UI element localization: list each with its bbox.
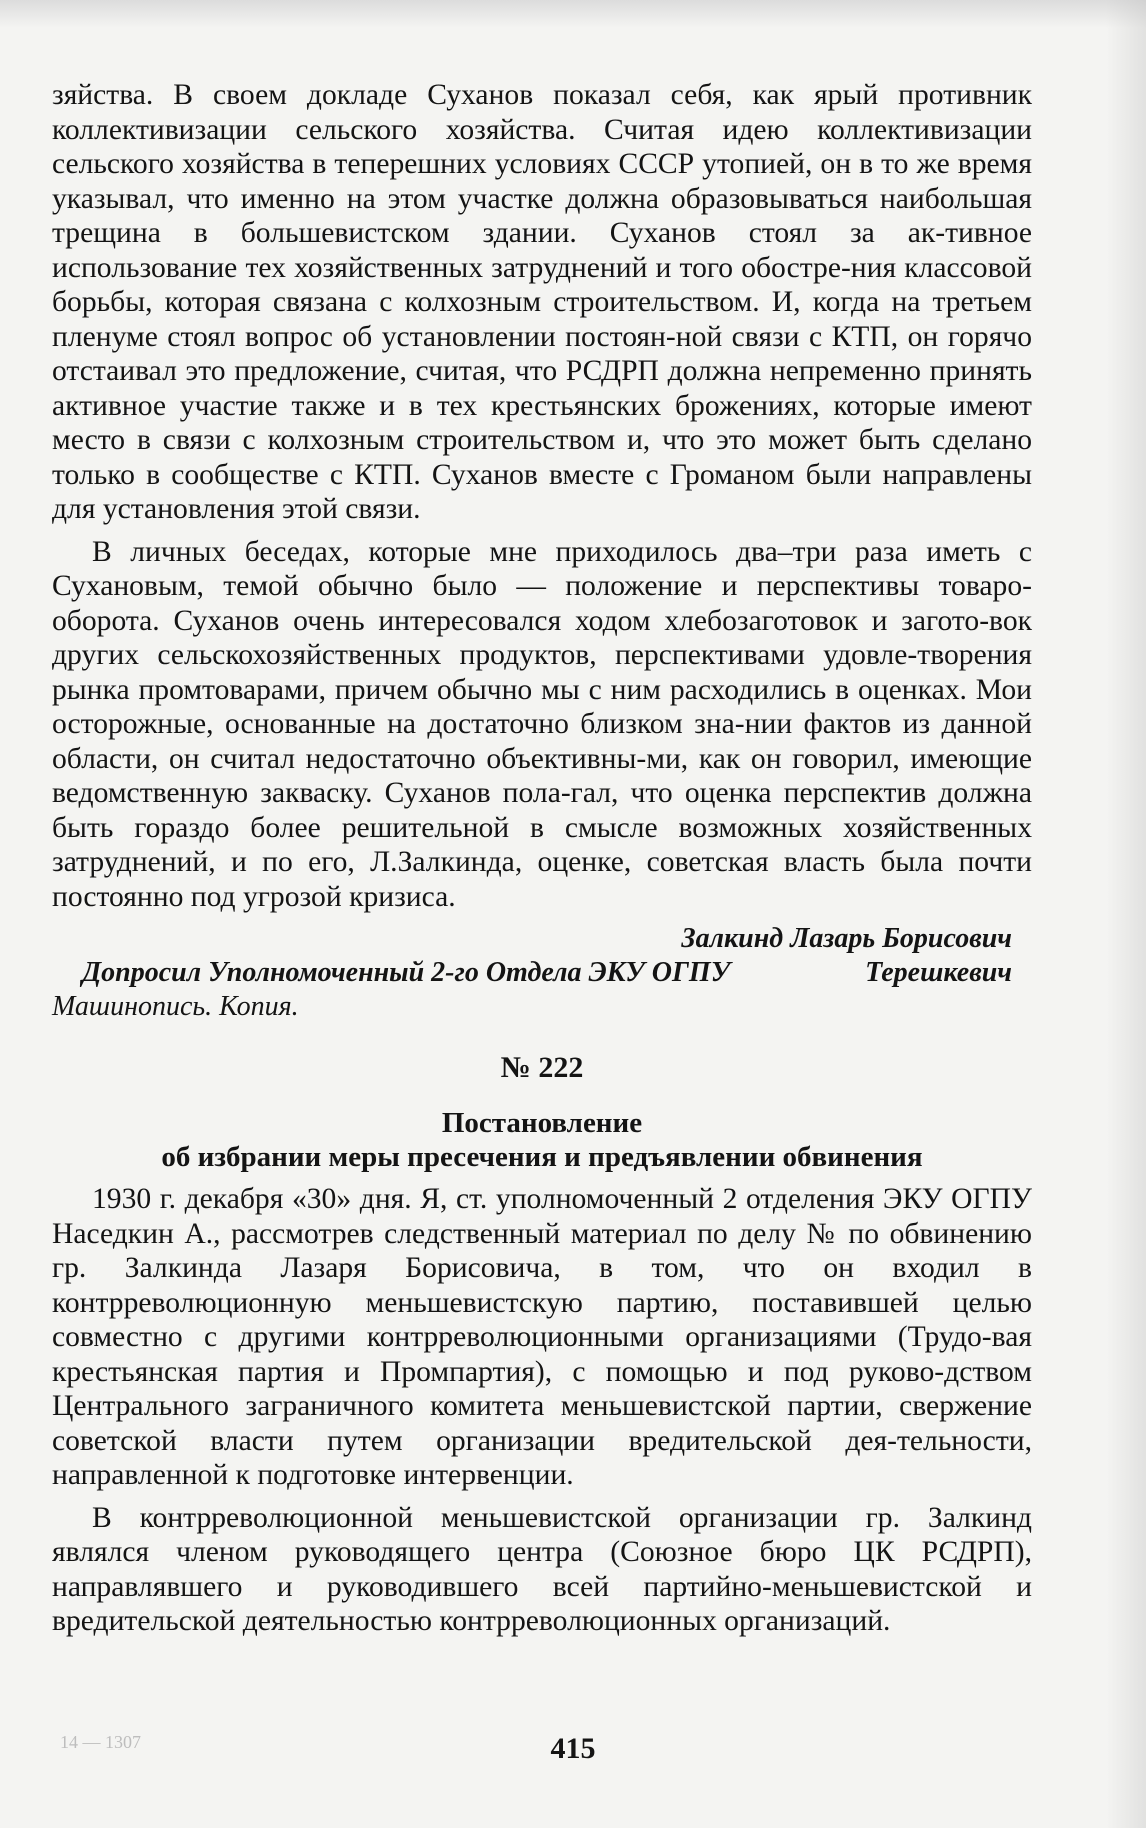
document-number: № 222 (500, 1051, 584, 1084)
signature-name: Залкинд Лазарь Борисович (681, 923, 1012, 954)
printer-signature-mark: 14 — 1307 (60, 1732, 141, 1752)
document-subtitle: об избрании меры пресечения и предъявлении обвинения (161, 1141, 923, 1173)
document-title: Постановление (441, 1107, 643, 1139)
paragraph-membership: В контрреволюционной меньшевистской организации гр. Залкинд являлся членом руководящего центра (Союзное бюро ЦК РСДРП), направлявшего и руководившего всей партийно-меньшевистской и вредительской деятельностью контрреволюционных организаций. (52, 1501, 1032, 1637)
paragraph-resolution: 1930 г. декабря «30» дня. Я, ст. уполномоченный 2 отделения ЭКУ ОГПУ Наседкин А., рассмотрев следственный материал по делу № по обвинению гр. Залкинда Лазаря Борисовича, в том, что он входил в контрреволюционную меньшевистскую партию, поставившей целью совместно с другими контрреволюционными организациями (Трудо-вая крестьянская партия и Промпартия), с помощью и под руково-дством Центрального заграничного комитета меньшевистской партии, свержение советской власти путем организации вредительской дея-тельности, направленной к подготовке интервенции. (52, 1183, 1032, 1491)
interrogator-line (52, 956, 1032, 990)
interrogator-name: Терешкевич (865, 957, 1012, 988)
archival-note: Машинопись. Копия. (52, 991, 299, 1022)
scan-shadow-right (1106, 0, 1146, 1828)
scan-shadow-top (0, 0, 1146, 28)
paragraph-conversations: В личных беседах, которые мне приходилось два–три раза иметь с Сухановым, темой обычно было — положение и перспективы товаро-оборота. Суханов очень интересовался ходом хлебозаготовок и загото-вок других сельскохозяйственных продуктов, перспективами удовле-творения рынка промтоварами, причем обычно мы с ним расходились в оценках. Мои осторожные, основанные на достаточно близком зна-нии фактов из данной области, он считал недостаточно объективны-ми, как он говорил, имеющие ведомственную закваску. Суханов пола-гал, что оценка перспектив должна быть гораздо более решительной в смысле возможных хозяйственных затруднений, и по его, Л.Залкинда, оценке, советская власть была почти постоянно под угрозой кризиса. (52, 535, 1032, 913)
paragraph-continuation: зяйства. В своем докладе Суханов показал себя, как ярый противник коллективизации сельского хозяйства. Считая идею коллективизации сельского хозяйства в теперешних условиях СССР утопией, он в то же время указывал, что именно на этом участке должна образовываться наибольшая трещина в большевистском здании. Суханов стоял за ак-тивное использование тех хозяйственных затруднений и того обостре-ния классовой борьбы, которая связана с колхозным строительством. И, когда на третьем пленуме стоял вопрос об установлении постоян-ной связи с КТП, он горячо отстаивал это предложение, считая, что РСДРП должна непременно принять активное участие также и в тех крестьянских брожениях, которые имеют место в связи с колхозным строительством и, что это может быть сделано только в сообществе с КТП. Суханов вместе с Громаном были направлены для установления этой связи. (52, 79, 1032, 525)
interrogator-title: Допросил Уполномоченный 2-го Отдела ЭКУ ОГПУ (82, 957, 731, 988)
text-column (52, 78, 1032, 1639)
page-number: 415 (550, 1732, 596, 1765)
